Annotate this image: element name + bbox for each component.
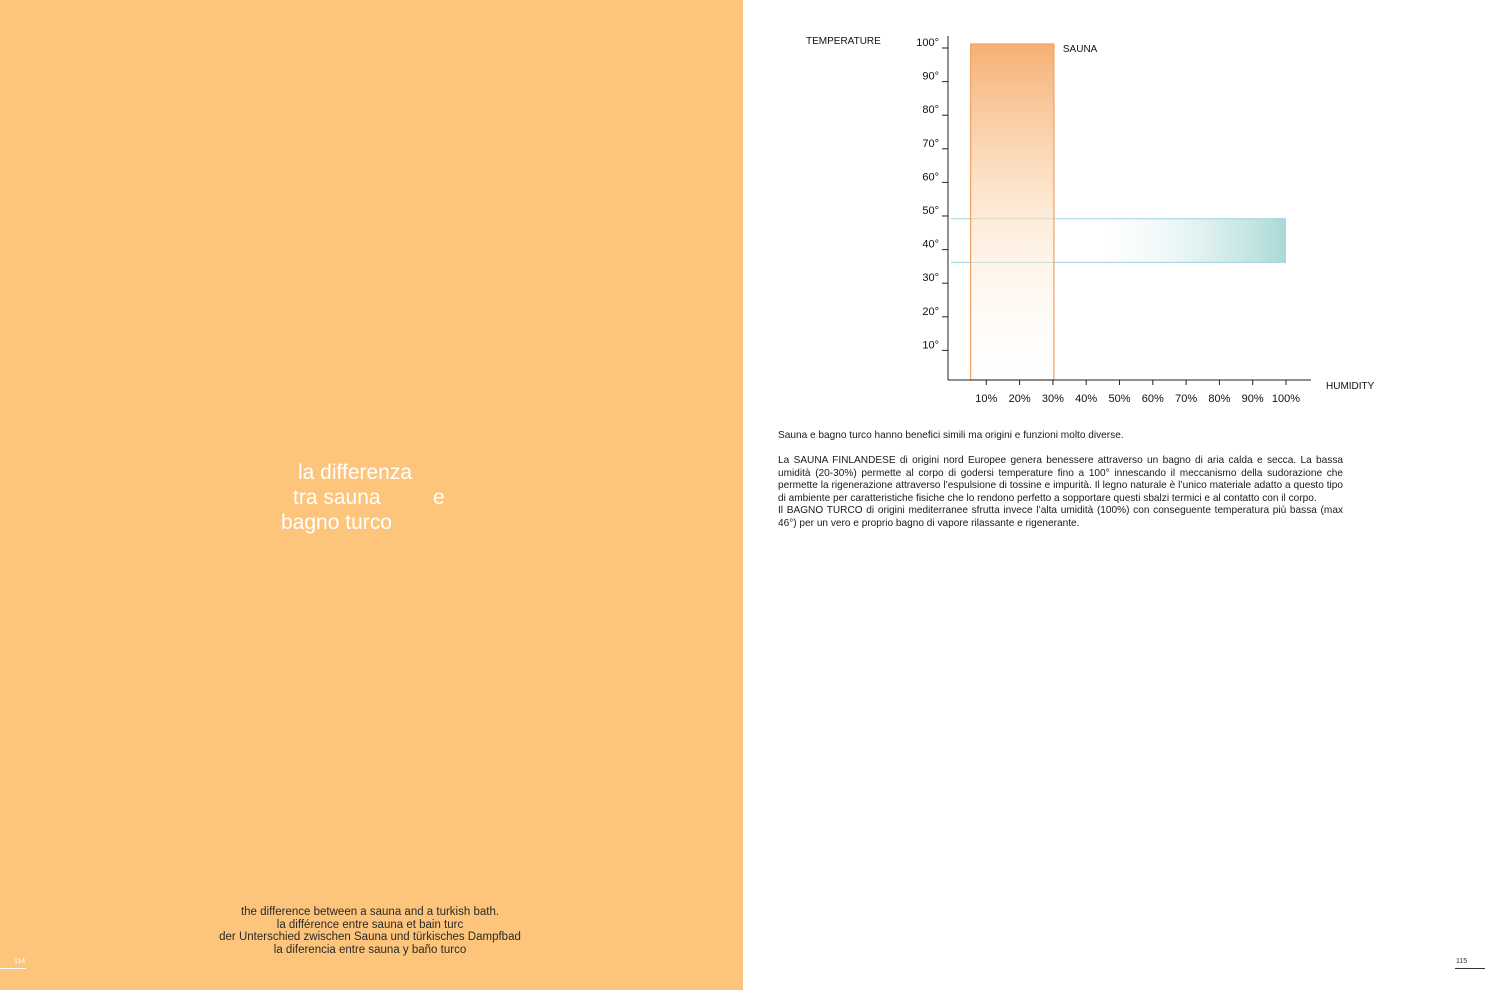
- x-tick-label: 40%: [1075, 393, 1098, 405]
- sauna-paragraph: La SAUNA FINLANDESE di origini nord Europee genera benessere attraverso un bagno di aria calda e secca. La bassa umidità (20-30%) permette al corpo di godersi temperature fino a 100° innescando il meccanismo della sudorazione che permette la rigenerazione attraverso l’espulsione di tossine e impurità. Il legno naturale è l’unico materiale adatto a questo tipo di ambiente per caratteristiche fisiche che lo rendono perfetto a sopportare questi sbalzi termici e al contatto con il corpo.: [778, 455, 1343, 504]
- sauna-label: SAUNA: [1062, 44, 1098, 55]
- x-axis-label: HUMIDITY: [1326, 381, 1375, 392]
- page-number-rule-left: [0, 968, 26, 969]
- translation-spanish: la diferencia entre sauna y baño turco: [273, 943, 467, 956]
- y-tick-label: 40°: [922, 238, 939, 251]
- translation-french: la différence entre sauna et bain turc: [276, 918, 464, 931]
- bagno-turco-paragraph: Il BAGNO TURCO di origini mediterranee sfrutta invece l’alta umidità (100%) con conseguente temperatura più bassa (max 46°) per un vero e proprio bagno di vapore rilassante e rigenerante.: [778, 505, 1343, 529]
- y-tick-label: 100°: [916, 37, 939, 49]
- right-page: [743, 0, 1485, 990]
- y-tick-label: 20°: [922, 305, 939, 318]
- x-tick-label: 50%: [1108, 393, 1131, 405]
- x-tick-label: 90%: [1241, 393, 1264, 405]
- title-line-3: bagno turco: [281, 511, 392, 534]
- y-tick-label: 80°: [922, 104, 939, 117]
- temperature-humidity-chart: [743, 0, 1485, 420]
- page-number-rule-right: [1455, 968, 1485, 969]
- title-line-2: tra sauna: [293, 486, 381, 509]
- x-tick-label: 10%: [975, 393, 998, 405]
- title-line-2-conjunction: e: [433, 486, 445, 509]
- title-translations: [190, 906, 550, 956]
- sauna-area: [971, 44, 1054, 380]
- x-tick-label: 80%: [1208, 393, 1231, 405]
- y-axis-label: TEMPERATURE: [806, 36, 881, 47]
- page-number-right: 115: [1456, 958, 1468, 965]
- page-number-left: 114: [14, 958, 26, 965]
- y-tick-label: 50°: [922, 205, 939, 217]
- y-tick-label: 10°: [922, 339, 939, 352]
- y-tick-label: 60°: [922, 171, 939, 184]
- translation-english: the difference between a sauna and a turkish bath.: [240, 906, 500, 918]
- x-tick-label: 30%: [1041, 393, 1064, 405]
- title-line-1: la differenza: [298, 461, 413, 484]
- x-tick-label: 70%: [1175, 393, 1198, 405]
- y-tick-label: 70°: [922, 137, 939, 150]
- x-tick-label: 100%: [1271, 393, 1301, 405]
- y-tick-label: 90°: [922, 70, 939, 83]
- x-tick-label: 20%: [1008, 393, 1031, 405]
- translation-german: der Unterschied zwischen Sauna und türkisches Dampfbad: [219, 931, 521, 944]
- description-text: [778, 430, 1343, 530]
- x-tick-label: 60%: [1141, 393, 1164, 405]
- intro-paragraph: Sauna e bagno turco hanno benefici simili ma origini e funzioni molto diverse.: [778, 430, 1124, 441]
- y-tick-label: 30°: [922, 272, 939, 285]
